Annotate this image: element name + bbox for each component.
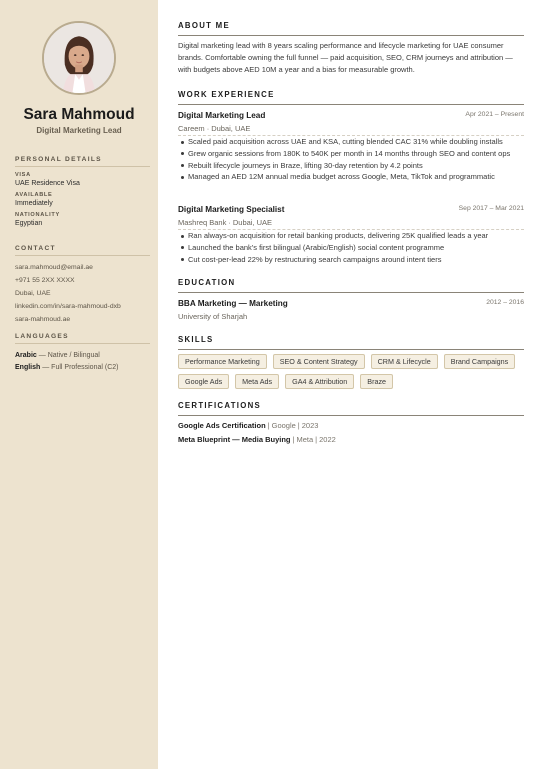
certification-name: Meta Blueprint — Media Buying bbox=[178, 435, 291, 444]
personal-details-section bbox=[15, 156, 150, 227]
job-bullet: Grew organic sessions from 180K to 540K per month in 14 months through SEO and content ops bbox=[188, 148, 524, 160]
job-bullet: Launched the bank's first bilingual (Arabic/English) social content programme bbox=[188, 242, 524, 254]
skill-chip: CRM & Lifecycle bbox=[371, 354, 438, 369]
contact-phone[interactable]: +971 55 2XX XXXX bbox=[15, 277, 75, 284]
skills-heading: SKILLS bbox=[178, 335, 524, 350]
job-company-line: Mashreq Bank · Dubai, UAE bbox=[178, 218, 273, 227]
education-dates: 2012 – 2016 bbox=[486, 299, 524, 306]
education-school: University of Sharjah bbox=[178, 312, 248, 321]
language-item: English — Full Professional (C2) bbox=[15, 364, 119, 371]
language-name: Arabic bbox=[15, 352, 37, 359]
sidebar bbox=[0, 0, 158, 769]
language-item: Arabic — Native / Bilingual bbox=[15, 352, 100, 359]
job-bullets bbox=[188, 230, 524, 265]
certification-name: Google Ads Certification bbox=[178, 421, 266, 430]
job-bullets bbox=[188, 136, 524, 183]
certification-year: 2023 bbox=[301, 421, 319, 430]
language-level: Full Professional (C2) bbox=[51, 364, 119, 371]
languages-heading: LANGUAGES bbox=[15, 333, 150, 344]
skill-chip: Brand Campaigns bbox=[444, 354, 516, 369]
job-bullet: Rebuilt lifecycle journeys in Braze, lifting 30-day retention by 4.2 points bbox=[188, 160, 524, 172]
skill-chip: Performance Marketing bbox=[178, 354, 267, 369]
skills-list bbox=[178, 354, 524, 389]
education-heading: EDUCATION bbox=[178, 278, 524, 293]
job-bullet: Scaled paid acquisition across UAE and KSA, cutting blended CAC 31% while doubling installs bbox=[188, 136, 524, 148]
nationality-value: Egyptian bbox=[15, 220, 43, 227]
contact-heading: CONTACT bbox=[15, 245, 150, 256]
language-name: English bbox=[15, 364, 41, 371]
job-title: Digital Marketing Specialist bbox=[178, 205, 285, 214]
job-bullet: Ran always-on acquisition for retail banking products, delivering 25K qualified leads a year bbox=[188, 230, 524, 242]
certification-issuer: Meta bbox=[296, 435, 314, 444]
job-dates: Sep 2017 – Mar 2021 bbox=[458, 205, 524, 212]
job-location: Dubai, UAE bbox=[211, 124, 251, 133]
nationality-label: NATIONALITY bbox=[15, 212, 60, 218]
available-value: Immediately bbox=[15, 200, 53, 207]
skill-chip: Braze bbox=[360, 374, 393, 389]
contact-linkedin[interactable]: linkedin.com/in/sara-mahmoud-dxb bbox=[15, 303, 121, 310]
job-company: Careem bbox=[178, 124, 205, 133]
certification-item: Meta Blueprint — Media Buying | Meta | 2022 bbox=[178, 435, 336, 444]
about-heading: ABOUT ME bbox=[178, 21, 524, 36]
experience-heading: WORK EXPERIENCE bbox=[178, 90, 524, 105]
languages-section bbox=[15, 333, 150, 374]
certifications-heading: CERTIFICATIONS bbox=[178, 401, 524, 416]
profile-photo bbox=[44, 23, 114, 93]
education-degree: BBA Marketing — Marketing bbox=[178, 299, 288, 308]
contact-section bbox=[15, 245, 150, 326]
certification-item: Google Ads Certification | Google | 2023 bbox=[178, 421, 319, 430]
job-title: Digital Marketing Lead bbox=[178, 111, 266, 120]
job-dates: Apr 2021 – Present bbox=[465, 111, 524, 118]
skill-chip: Google Ads bbox=[178, 374, 229, 389]
personal-details-heading: PERSONAL DETAILS bbox=[15, 156, 150, 167]
skill-chip: Meta Ads bbox=[235, 374, 279, 389]
visa-label: VISA bbox=[15, 172, 31, 178]
candidate-role: Digital Marketing Lead bbox=[36, 126, 122, 135]
job-location: Dubai, UAE bbox=[232, 218, 273, 227]
certification-year: 2022 bbox=[319, 435, 336, 444]
job-bullet: Cut cost-per-lead 22% by restructuring search campaigns around intent tiers bbox=[188, 254, 524, 266]
available-label: AVAILABLE bbox=[15, 192, 53, 198]
certification-issuer: Google bbox=[271, 421, 296, 430]
language-level: Native / Bilingual bbox=[47, 352, 100, 359]
contact-website[interactable]: sara-mahmoud.ae bbox=[15, 316, 71, 323]
skill-chip: GA4 & Attribution bbox=[285, 374, 354, 389]
skill-chip: SEO & Content Strategy bbox=[273, 354, 365, 369]
avatar bbox=[42, 21, 116, 95]
about-text: Digital marketing lead with 8 years scaling performance and lifecycle marketing for UAE consumer brands. Comfortable owning the full funnel — paid acquisition, SEO, CRM journeys and attribution — with budgets above AED 10M a year and a bias for measurable growth. bbox=[178, 41, 513, 75]
contact-email[interactable]: sara.mahmoud@email.ae bbox=[15, 264, 93, 271]
job-bullet: Managed an AED 12M annual media budget across Google, Meta, TikTok and programmatic bbox=[188, 171, 524, 183]
job-company: Mashreq Bank bbox=[178, 218, 227, 227]
candidate-name: Sara Mahmoud bbox=[23, 106, 135, 123]
job-company-line: Careem · Dubai, UAE bbox=[178, 124, 251, 133]
contact-location: Dubai, UAE bbox=[15, 290, 51, 297]
visa-value: UAE Residence Visa bbox=[15, 180, 80, 187]
